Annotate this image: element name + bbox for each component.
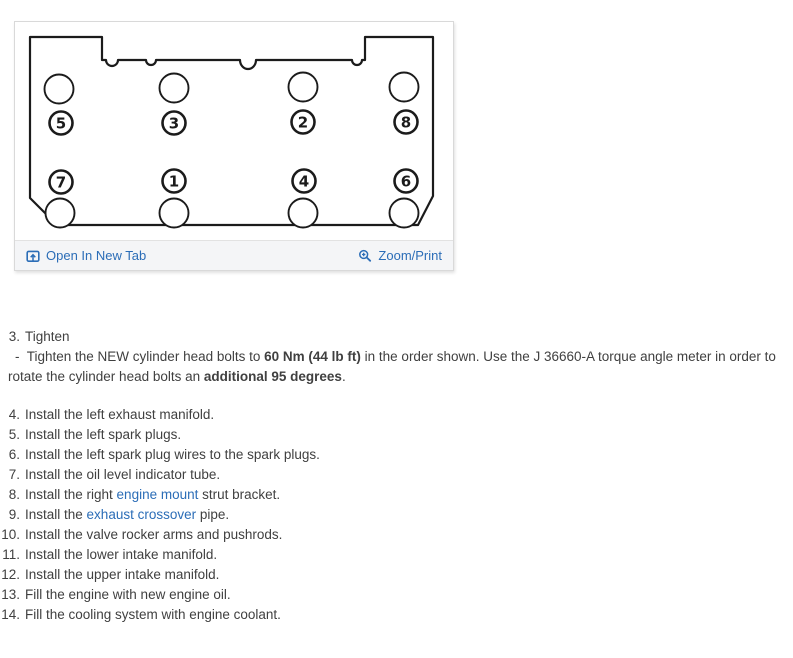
text-segment: Install the left spark plug wires to the spark plugs. bbox=[25, 447, 320, 462]
step-number: 11. bbox=[2, 547, 20, 562]
engine-mount-link[interactable]: engine mount bbox=[116, 487, 199, 502]
step-text bbox=[25, 565, 219, 585]
step-item bbox=[0, 605, 789, 625]
zoom-print-label: Zoom/Print bbox=[378, 248, 442, 263]
step-item bbox=[0, 445, 789, 465]
step-item bbox=[0, 505, 789, 525]
diagram-area bbox=[15, 22, 453, 240]
text-segment: strut bracket. bbox=[198, 487, 281, 502]
bolt-number-label: 4 bbox=[298, 172, 310, 191]
step-item bbox=[0, 525, 789, 545]
step-item bbox=[0, 465, 789, 485]
text-segment: Install the bbox=[25, 507, 87, 522]
bolt-hole bbox=[289, 73, 318, 102]
text-segment: Install the lower intake manifold. bbox=[25, 547, 218, 562]
bold-text: 60 Nm (44 lb ft) bbox=[264, 349, 361, 364]
bolt-4 bbox=[293, 170, 316, 193]
bolt-5 bbox=[50, 112, 73, 135]
bolt-7 bbox=[50, 171, 73, 194]
step-number: 14. bbox=[1, 607, 20, 622]
step-text bbox=[25, 585, 231, 605]
step-number: 7. bbox=[8, 467, 20, 482]
bolt-1 bbox=[163, 170, 186, 193]
step-item bbox=[0, 485, 789, 505]
bolt-8 bbox=[395, 111, 418, 134]
text-segment: Install the upper intake manifold. bbox=[25, 567, 220, 582]
exhaust-crossover-link[interactable]: exhaust crossover bbox=[86, 507, 197, 522]
bolt-number-label: 5 bbox=[55, 114, 67, 133]
step-text bbox=[25, 425, 181, 445]
instructions-section bbox=[0, 327, 789, 625]
step-number: 10. bbox=[1, 527, 20, 542]
open-in-new-tab-label: Open In New Tab bbox=[46, 248, 147, 263]
image-card bbox=[14, 21, 454, 271]
step-text bbox=[25, 405, 214, 425]
tighten-detail-paragraph bbox=[0, 347, 789, 387]
bold-text: additional 95 degrees bbox=[203, 369, 342, 384]
bolt-2 bbox=[292, 111, 315, 134]
bolt-number-label: 6 bbox=[400, 172, 412, 191]
step-number: 4. bbox=[8, 407, 20, 422]
bolt-hole bbox=[160, 199, 189, 228]
text-segment: Install the right bbox=[25, 487, 117, 502]
bolt-number-label: 3 bbox=[168, 114, 180, 133]
step-number: 5. bbox=[8, 427, 20, 442]
bolt-hole bbox=[390, 199, 419, 228]
text-segment: Install the valve rocker arms and pushrods. bbox=[25, 527, 283, 542]
text-segment: - Tighten the NEW cylinder head bolts to bbox=[15, 349, 265, 364]
bolt-hole bbox=[46, 199, 75, 228]
step-number: 13. bbox=[1, 587, 20, 602]
step-number: 12. bbox=[1, 567, 20, 582]
step-item bbox=[0, 585, 789, 605]
step-text bbox=[25, 605, 281, 625]
bolt-hole bbox=[289, 199, 318, 228]
step-text bbox=[25, 465, 220, 485]
step-item bbox=[0, 425, 789, 445]
bolt-number-label: 1 bbox=[168, 172, 180, 191]
step-number: 8. bbox=[8, 487, 20, 502]
step-item bbox=[0, 565, 789, 585]
text-segment: Install the oil level indicator tube. bbox=[25, 467, 221, 482]
step-text: Tighten bbox=[25, 329, 70, 344]
bolt-holes bbox=[45, 73, 419, 228]
step-text bbox=[25, 485, 280, 505]
numbered-bolts bbox=[50, 111, 418, 194]
open-in-new-tab-link[interactable] bbox=[26, 248, 146, 263]
magnifier-plus-icon bbox=[358, 249, 372, 263]
step-number: 6. bbox=[8, 447, 20, 462]
step-text bbox=[25, 545, 217, 565]
bolt-hole bbox=[45, 75, 74, 104]
bolt-number-label: 7 bbox=[55, 173, 67, 192]
cylinder-head-outline bbox=[30, 37, 433, 225]
step-item bbox=[0, 545, 789, 565]
open-in-new-tab-icon bbox=[26, 249, 40, 263]
bolt-sequence-diagram bbox=[15, 22, 451, 240]
image-card-footer bbox=[15, 240, 453, 270]
step-number: 3. bbox=[8, 329, 20, 344]
bolt-6 bbox=[395, 170, 418, 193]
bolt-number-label: 2 bbox=[297, 113, 309, 132]
text-segment: Fill the engine with new engine oil. bbox=[25, 587, 231, 602]
step-text bbox=[25, 505, 229, 525]
step-text bbox=[25, 525, 282, 545]
bolt-number-label: 8 bbox=[400, 113, 412, 132]
step-text bbox=[25, 445, 320, 465]
bolt-3 bbox=[163, 112, 186, 135]
step-item bbox=[0, 405, 789, 425]
text-segment: Install the left spark plugs. bbox=[25, 427, 182, 442]
text-segment: Install the left exhaust manifold. bbox=[25, 407, 215, 422]
zoom-print-link[interactable] bbox=[358, 248, 442, 263]
text-segment: in the order shown. Use the J 36660-A torque angle meter in order to rotate the cylinder head bolts an bbox=[8, 349, 780, 384]
step-number: 9. bbox=[8, 507, 20, 522]
text-segment: . bbox=[341, 369, 346, 384]
steps-list bbox=[0, 405, 789, 625]
text-segment: Fill the cooling system with engine coolant. bbox=[25, 607, 281, 622]
text-segment: pipe. bbox=[196, 507, 230, 522]
bolt-hole bbox=[160, 74, 189, 103]
step-item bbox=[0, 327, 789, 347]
bolt-hole bbox=[390, 73, 419, 102]
